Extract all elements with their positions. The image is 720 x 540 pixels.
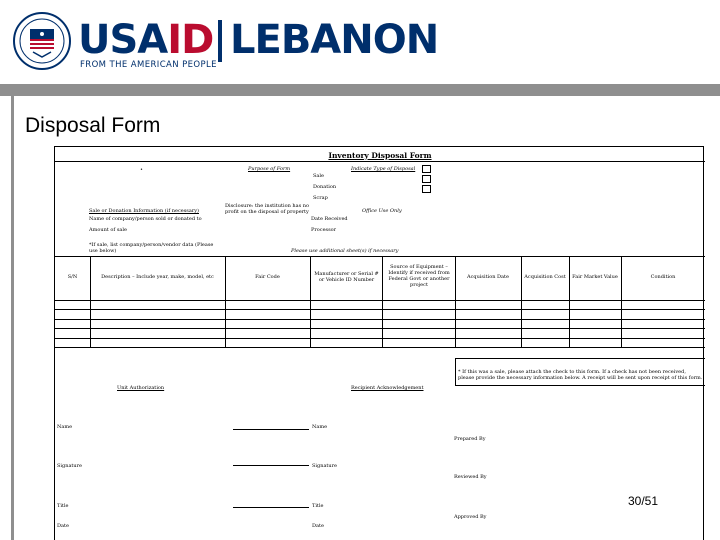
office-use-heading: Office Use Only	[362, 208, 402, 214]
unit-authorization-label: Unit Authorization	[117, 385, 165, 391]
right-name-label: Name	[312, 424, 328, 430]
disposal-type-sale: Sale	[313, 173, 324, 179]
disposal-type-donation: Donation	[313, 184, 337, 190]
right-signature-label: Signature	[312, 463, 338, 469]
signature-line[interactable]	[233, 465, 309, 466]
header-bar	[0, 84, 720, 96]
brand-tagline: FROM THE AMERICAN PEOPLE	[80, 60, 217, 70]
donation-checkbox[interactable]	[422, 175, 431, 183]
brand-usaid: USAID	[78, 17, 214, 63]
name-signature-line[interactable]	[233, 429, 309, 430]
left-title-label: Title	[57, 503, 69, 509]
sale-check-note: * If this was a sale, please attach the check to this form. If a check has not been received, please provide the necessary information below. A receipt will be sent upon receipt of this form.	[458, 369, 703, 381]
additional-sheets-note: Please use additional sheet(s) if necessary	[291, 248, 399, 254]
disposal-type-scrap: Scrap	[313, 195, 328, 201]
sale-list-note: *If sale, list company/person/vendor data (Please use below)	[89, 242, 214, 254]
header-banner	[0, 0, 720, 96]
col-divider	[382, 256, 383, 347]
col-header-acq-date: Acquisition Date	[467, 274, 509, 280]
sale-note-box-border	[455, 385, 705, 386]
col-header-fair-market-value: Fair Market Value	[572, 274, 618, 280]
col-divider	[521, 256, 522, 347]
processor-label: Processor	[311, 227, 337, 233]
table-bottom-border	[55, 347, 705, 348]
col-divider	[621, 256, 622, 347]
purpose-label: Purpose of Form	[248, 166, 291, 172]
sale-note-box-border	[455, 358, 456, 386]
left-rule	[11, 96, 14, 540]
col-header-acq-cost: Acquisition Cost	[524, 274, 566, 280]
sale-checkbox[interactable]	[422, 165, 431, 173]
usaid-seal-icon	[13, 12, 71, 70]
date-received-label: Date Received	[311, 216, 348, 222]
brand-separator	[218, 20, 222, 62]
col-header-serial: Manufacturer or Serial # or Vehicle ID Number	[314, 271, 379, 283]
right-date-label: Date	[312, 523, 324, 529]
company-name-label: Name of company/person sold or donated to	[89, 216, 202, 222]
title-signature-line[interactable]	[233, 507, 309, 508]
col-divider	[90, 256, 91, 347]
recipient-ack-label: Recipient Acknowledgement	[351, 385, 424, 391]
left-date-label: Date	[57, 523, 69, 529]
left-signature-label: Signature	[57, 463, 83, 469]
inventory-disposal-form	[54, 146, 704, 540]
prepared-by-label: Prepared By	[454, 436, 486, 442]
col-header-condition: Condition	[650, 274, 676, 280]
table-row-divider	[55, 338, 705, 339]
left-name-label: Name	[57, 424, 73, 430]
col-header-source: Source of Equipment – Identify if received from Federal Govt or another project	[388, 264, 450, 288]
col-divider	[569, 256, 570, 347]
right-title-label: Title	[312, 503, 324, 509]
col-divider	[225, 256, 226, 347]
sale-info-heading: Sale or Donation Information (if necessary)	[89, 208, 199, 214]
table-top-border	[55, 256, 705, 257]
type-of-disposal-label: Indicate Type of Disposal	[351, 166, 416, 172]
no-profit-note: Disclosure: the institution has no profit on the disposal of property	[225, 203, 310, 215]
col-header-fair-code: Fair Code	[255, 274, 280, 280]
page-number: 30/51	[628, 494, 659, 508]
brand-country: LEBANON	[230, 17, 439, 63]
slide-title: Disposal Form	[25, 114, 161, 137]
form-title: Inventory Disposal Form	[328, 151, 432, 160]
reviewed-by-label: Reviewed By	[454, 474, 487, 480]
approved-by-label: Approved By	[454, 514, 487, 520]
table-row-divider	[55, 319, 705, 320]
col-divider	[455, 256, 456, 347]
table-header-border	[55, 300, 705, 301]
col-header-description: Description – Include year, make, model, etc	[101, 274, 214, 280]
table-row-divider	[55, 309, 705, 310]
form-divider	[55, 161, 705, 162]
sale-note-box-border	[455, 358, 705, 359]
bullet: •	[140, 167, 143, 173]
col-header-sn: S/N	[67, 274, 78, 280]
col-divider	[310, 256, 311, 347]
amount-of-sale-label: Amount of sale	[89, 227, 127, 233]
table-row-divider	[55, 328, 705, 329]
scrap-checkbox[interactable]	[422, 185, 431, 193]
